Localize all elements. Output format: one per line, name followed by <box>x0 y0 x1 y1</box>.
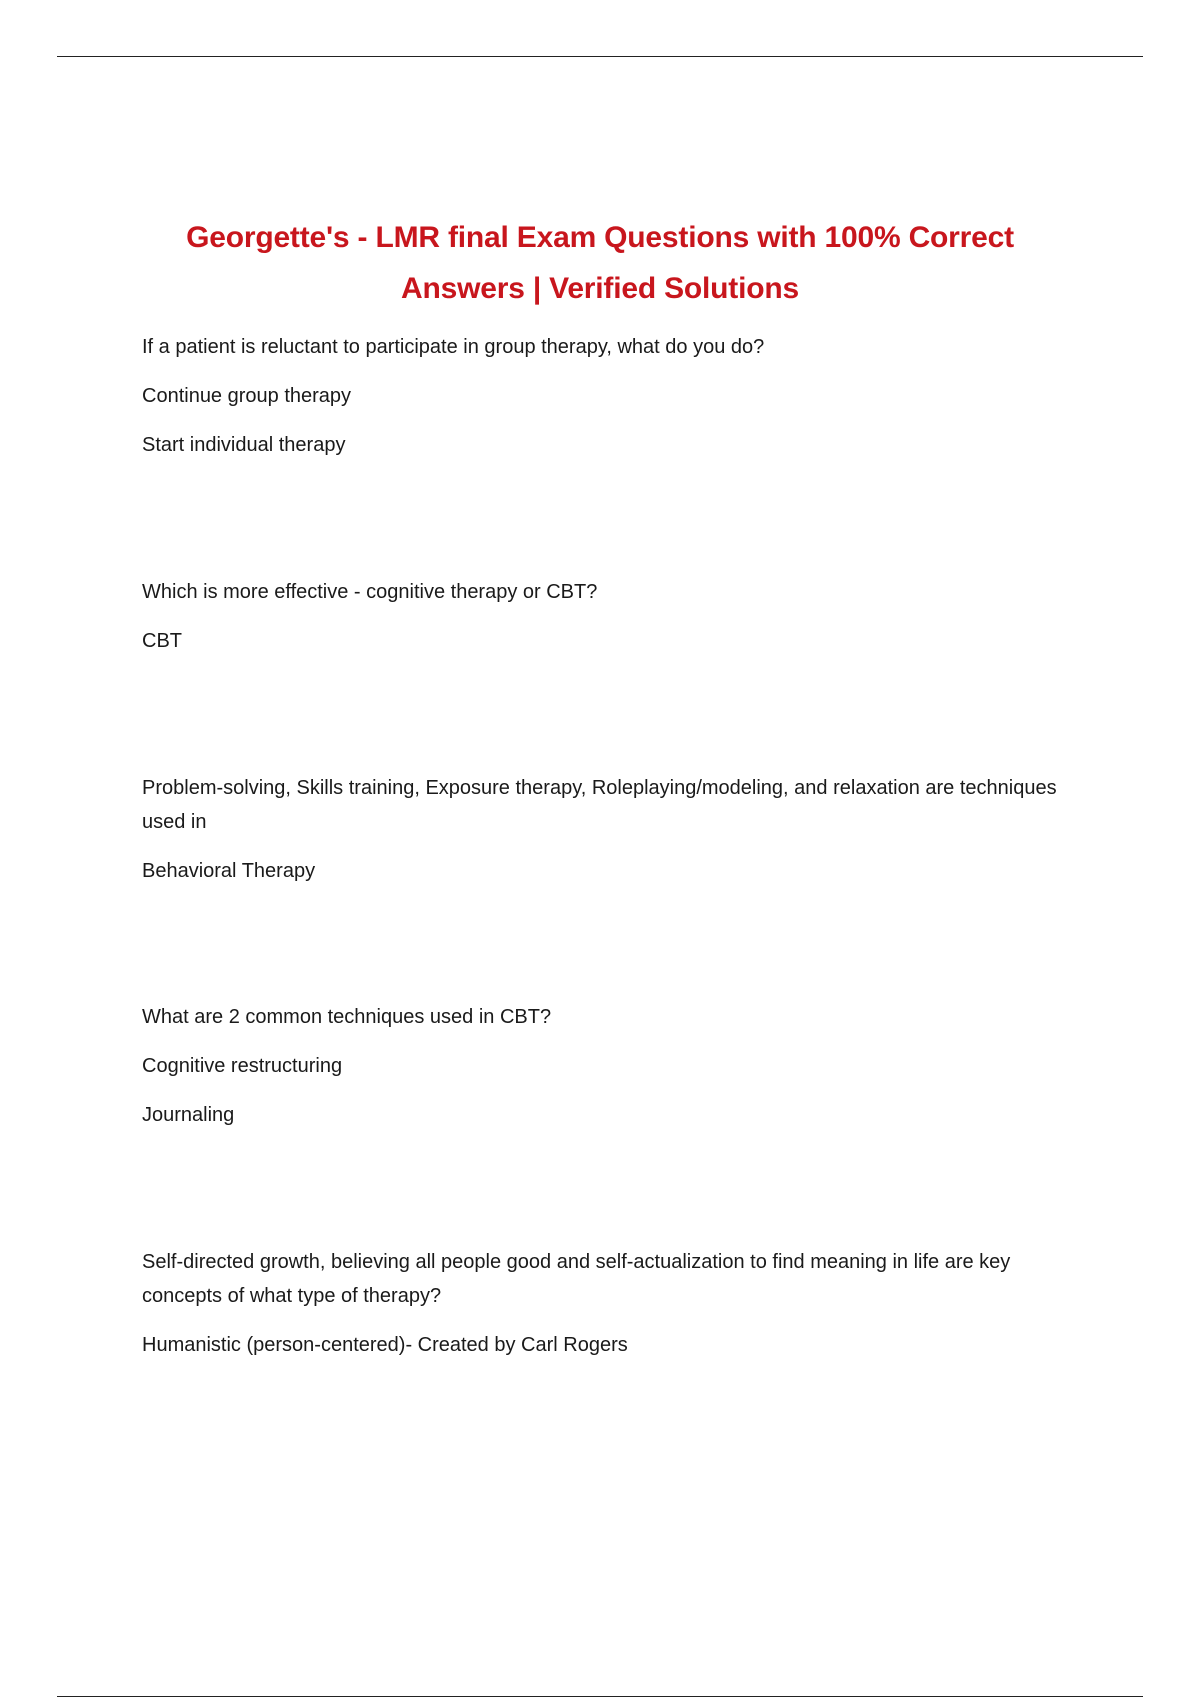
qa-block <box>142 1245 1082 1377</box>
top-divider <box>57 56 1143 57</box>
answer-text: Start individual therapy <box>142 434 346 456</box>
question-text: If a patient is reluctant to participate in group therapy, what do you do? <box>142 336 765 358</box>
qa-block <box>142 575 1082 673</box>
answer-text: Humanistic (person-centered)- Created by Carl Rogers <box>142 1334 628 1356</box>
question-text: Problem-solving, Skills training, Exposure therapy, Roleplaying/modeling, and relaxation are techniques used in <box>142 777 1057 833</box>
answer-text: CBT <box>142 630 182 652</box>
answer-text: Behavioral Therapy <box>142 860 316 882</box>
question-text: Self-directed growth, believing all people good and self-actualization to find meaning in life are key concepts of what type of therapy? <box>142 1251 1011 1307</box>
answer-text: Continue group therapy <box>142 385 352 407</box>
answer-text: Journaling <box>142 1104 235 1126</box>
qa-block <box>142 330 1082 477</box>
qa-block <box>142 771 1082 903</box>
qa-block <box>142 1000 1082 1147</box>
document-title: Georgette's - LMR final Exam Questions with 100% Correct Answers | Verified Solutions <box>186 221 1014 305</box>
answer-text: Cognitive restructuring <box>142 1055 343 1077</box>
question-text: Which is more effective - cognitive therapy or CBT? <box>142 581 598 603</box>
bottom-divider <box>57 1696 1143 1697</box>
question-text: What are 2 common techniques used in CBT? <box>142 1006 552 1028</box>
